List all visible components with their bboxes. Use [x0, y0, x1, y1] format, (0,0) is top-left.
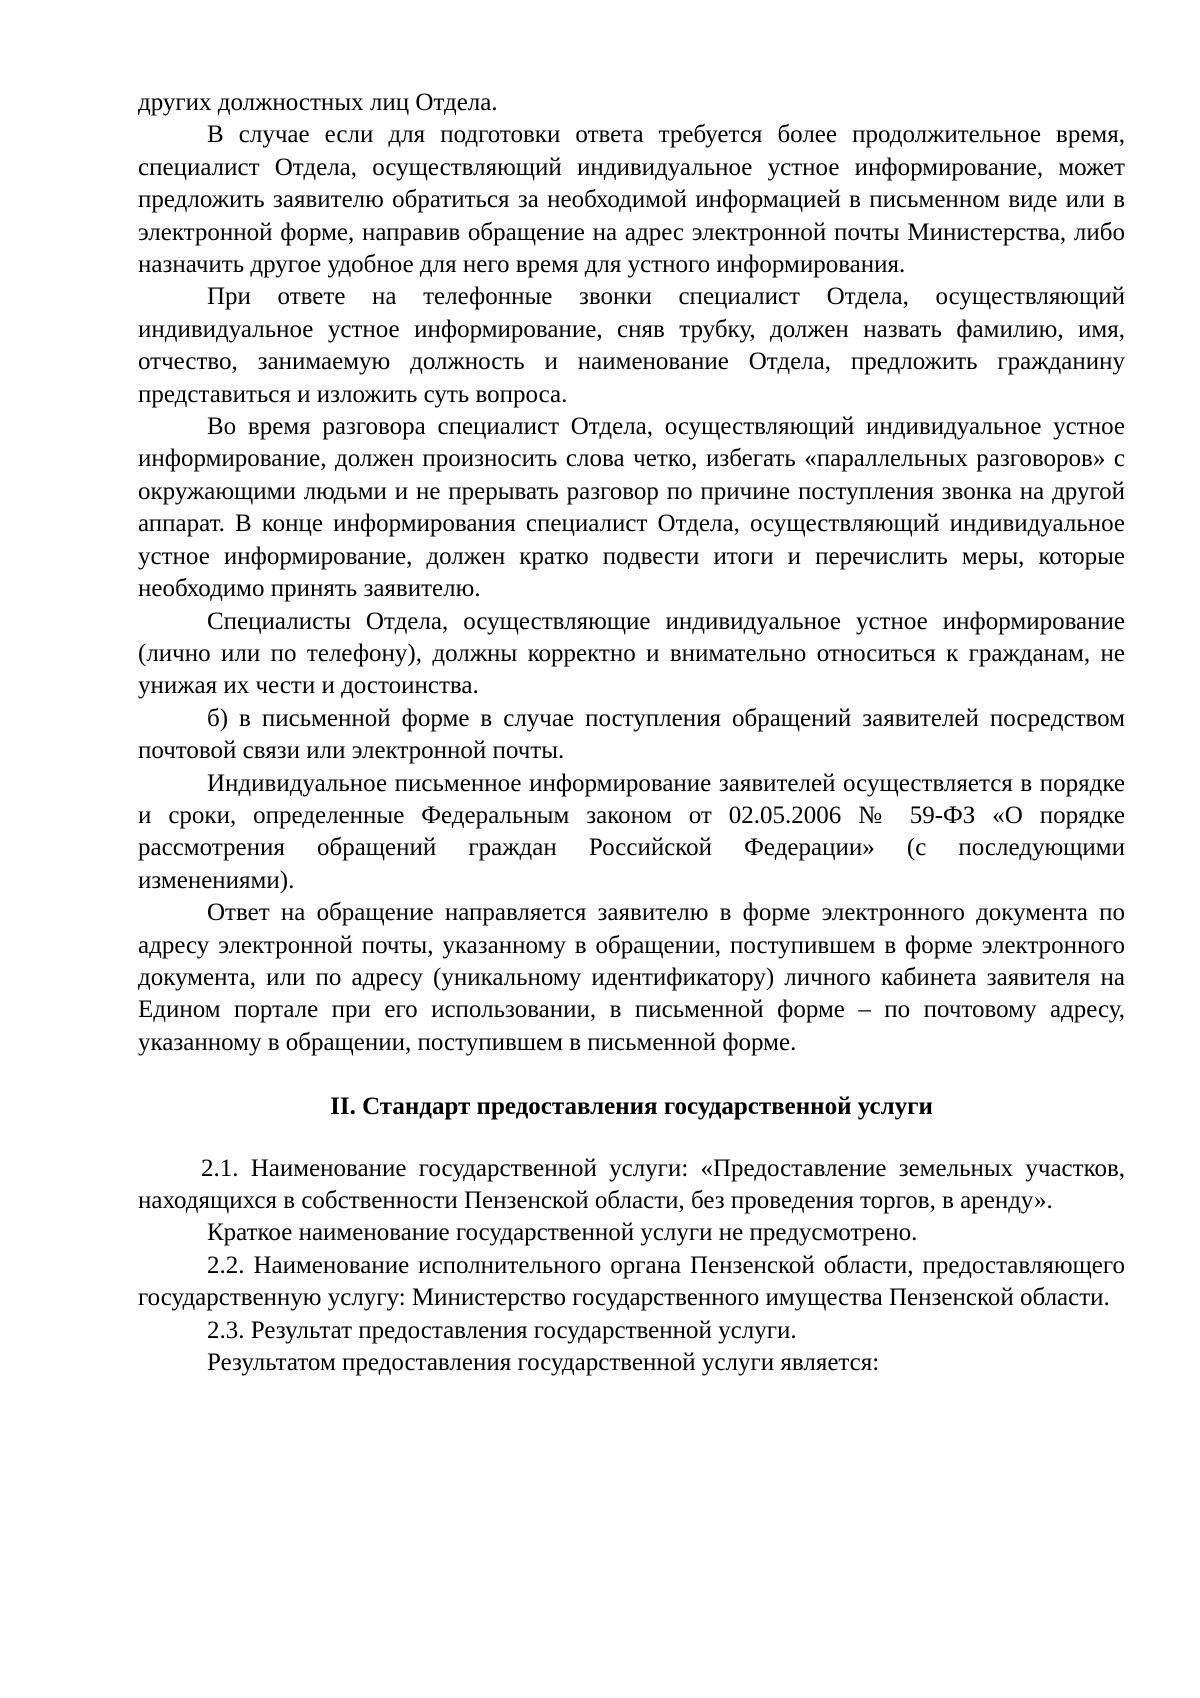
- paragraph-result: Результатом предоставления государственной услуги является:: [207, 1349, 880, 1377]
- paragraph-specialists-conduct: Специалисты Отдела, осуществляющие индивидуальное устное информирование (лично или по телефону), должны корректно и внимательно относиться к гражданам, не унижая их чести и достоинства.: [138, 607, 1125, 700]
- paragraph-conversation: Во время разговора специалист Отдела, осуществляющий индивидуальное устное информирование, должен произносить слова четко, избегать «параллельных разговоров» с окружающими людьми и не прерывать разговор по причине поступления звонка на другой аппарат. В конце информирования специалист Отдела, осуществляющий индивидуальное устное информирование, должен кратко подвести итоги и перечислить меры, которые необходимо принять заявителю.: [138, 413, 1125, 603]
- paragraph-continuation: других должностных лиц Отдела.: [138, 89, 498, 116]
- paragraph-phone-calls: При ответе на телефонные звонки специалист Отдела, осуществляющий индивидуальное устное информирование, сняв трубку, должен назвать фамилию, имя, отчество, занимаемую должность и наименование Отдела, предложить гражданину представиться и изложить суть вопроса.: [138, 283, 1125, 408]
- paragraph-written-form: б) в письменной форме в случае поступления обращений заявителей посредством почтовой связи или электронной почты.: [138, 704, 1125, 765]
- paragraph-response-delivery: Ответ на обращение направляется заявителю в форме электронного документа по адресу электронной почты, указанному в обращении, поступившем в форме электронного документа, или по адресу (уникальному идентификатору) личного кабинета заявителя на Едином портале при его использовании, в письменной форме – по почтовому адресу, указанному в обращении, поступившем в письменной форме.: [138, 899, 1125, 1056]
- paragraph-individual-written: Индивидуальное письменное информирование заявителей осуществляется в порядке и сроки, определенные Федеральным законом от 02.05.2006 № 59-ФЗ «О порядке рассмотрения обращений граждан Российской Федерации» (с последующими изменениями).: [138, 769, 1125, 894]
- section-heading: II. Стандарт предоставления государственной услуги: [330, 1093, 933, 1121]
- paragraph-2-2: 2.2. Наименование исполнительного органа Пензенской области, предоставляющего государственную услугу: Министерство государственного имущества Пензенской области.: [138, 1251, 1125, 1312]
- document-body: [138, 87, 1125, 1379]
- paragraph-additional-time: В случае если для подготовки ответа требуется более продолжительное время, специалист Отдела, осуществляющий индивидуальное устное информирование, может предложить заявителю обратиться за необходимой информацией в письменном виде или в электронной форме, направив обращение на адрес электронной почты Министерства, либо назначить другое удобное для него время для устного информирования.: [138, 121, 1125, 279]
- paragraph-2-3: 2.3. Результат предоставления государственной услуги.: [207, 1316, 797, 1344]
- paragraph-2-1: 2.1. Наименование государственной услуги: «Предоставление земельных участков, находящихся в собственности Пензенской области, без проведения торгов, в аренду».: [138, 1154, 1125, 1214]
- paragraph-short-name: Краткое наименование государственной услуги не предусмотрено.: [207, 1219, 918, 1247]
